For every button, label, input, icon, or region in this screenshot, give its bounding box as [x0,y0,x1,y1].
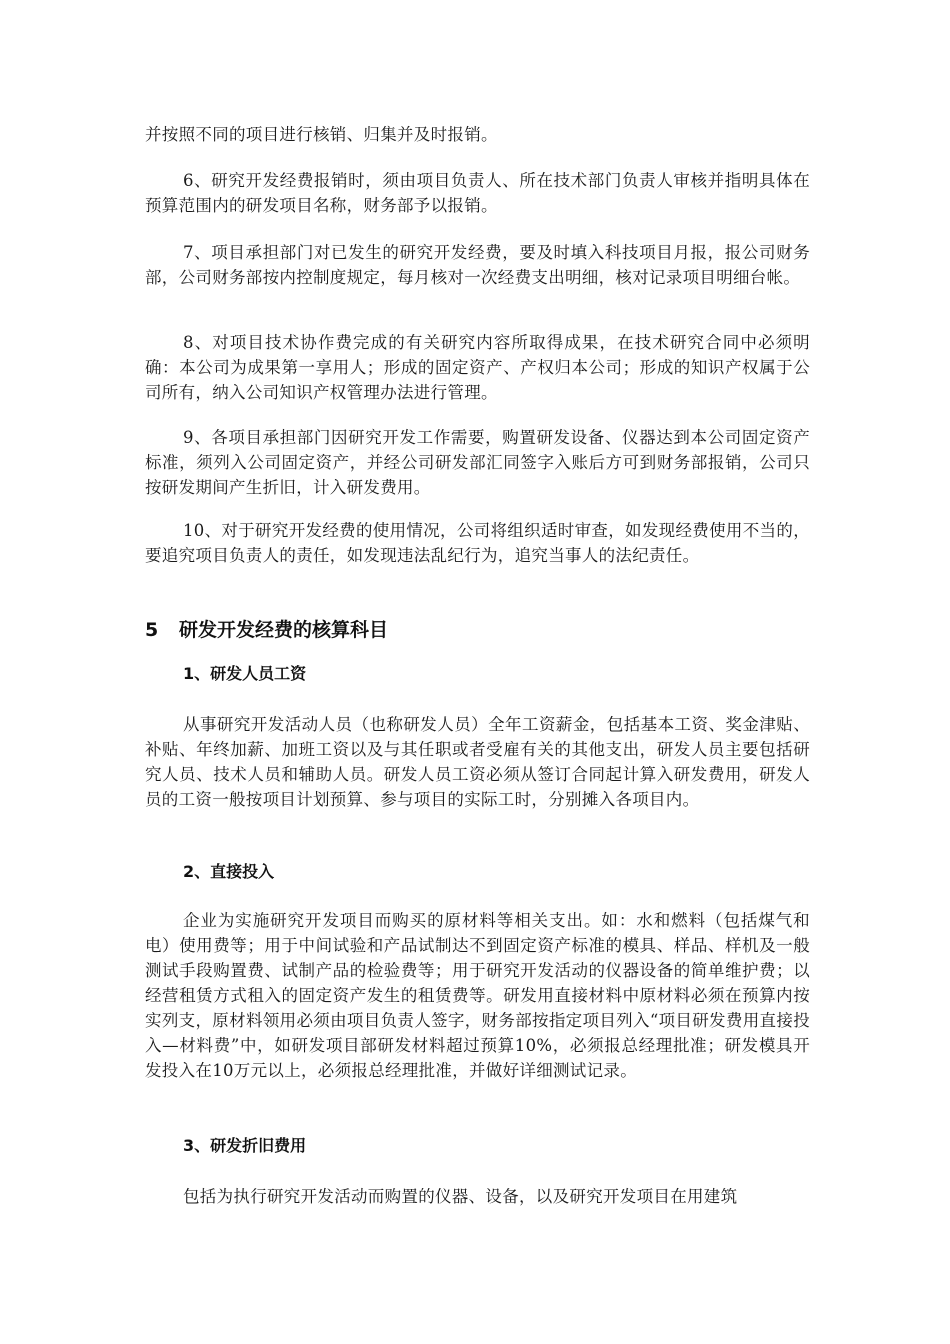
paragraph-item-7: 7、项目承担部门对已发生的研究开发经费，要及时填入科技项目月报，报公司财务部，公司财务部按内控制度规定，每月核对一次经费支出明细，核对记录项目明细台帐。 [145,243,810,287]
subsection-heading-2: 2、直接投入 [183,862,275,881]
subsection-heading-3: 3、研发折旧费用 [183,1136,307,1155]
section-title: 研发开发经费的核算科目 [179,619,389,641]
paragraph-item-9: 9、各项目承担部门因研究开发工作需要，购置研发设备、仪器达到本公司固定资产标准，须列入公司固定资产，并经公司研发部汇同签字入账后方可到财务部报销，公司只按研发期间产生折旧，计入研发费用。 [145,428,810,497]
subsection-body-1: 从事研究开发活动人员（也称研发人员）全年工资薪金，包括基本工资、奖金津贴、补贴、年终加薪、加班工资以及与其任职或者受雇有关的其他支出，研发人员主要包括研究人员、技术人员和辅助人员。研发人员工资必须从签订合同起计算入研发费用，研发人员的工资一般按项目计划预算、参与项目的实际工时，分别摊入各项目内。 [145,715,810,809]
paragraph-item-6: 6、研究开发经费报销时，须由项目负责人、所在技术部门负责人审核并指明具体在预算范围内的研发项目名称，财务部予以报销。 [145,171,810,215]
subsection-body-3: 包括为执行研究开发活动而购置的仪器、设备，以及研究开发项目在用建筑 [183,1187,738,1206]
section-heading [145,616,388,644]
paragraph-item-8: 8、对项目技术协作费完成的有关研究内容所取得成果，在技术研究合同中必须明确：本公司为成果第一享用人；形成的固定资产、产权归本公司；形成的知识产权属于公司所有，纳入公司知识产权管理办法进行管理。 [145,333,810,402]
subsection-heading-1: 1、研发人员工资 [183,664,307,683]
paragraph-item-10: 10、对于研究开发经费的使用情况，公司将组织适时审查，如发现经费使用不当的，要追究项目负责人的责任，如发现违法乱纪行为，追究当事人的法纪责任。 [145,521,810,565]
paragraph-continuation: 并按照不同的项目进行核销、归集并及时报销。 [145,125,498,144]
section-number: 5 [145,619,159,641]
subsection-body-2: 企业为实施研究开发项目而购买的原材料等相关支出。如：水和燃料（包括煤气和电）使用费等；用于中间试验和产品试制达不到固定资产标准的模具、样品、样机及一般测试手段购置费、试制产品的检验费等；用于研究开发活动的仪器设备的简单维护费；以经营租赁方式租入的固定资产发生的租赁费等。研发用直接材料中原材料必须在预算内按实列支，原材料领用必须由项目负责人签字，财务部按指定项目列入“项目研发费用直接投入—材料费”中，如研发项目部研发材料超过预算10%，必须报总经理批准；研发模具开发投入在10万元以上，必须报总经理批准，并做好详细测试记录。 [145,911,810,1080]
